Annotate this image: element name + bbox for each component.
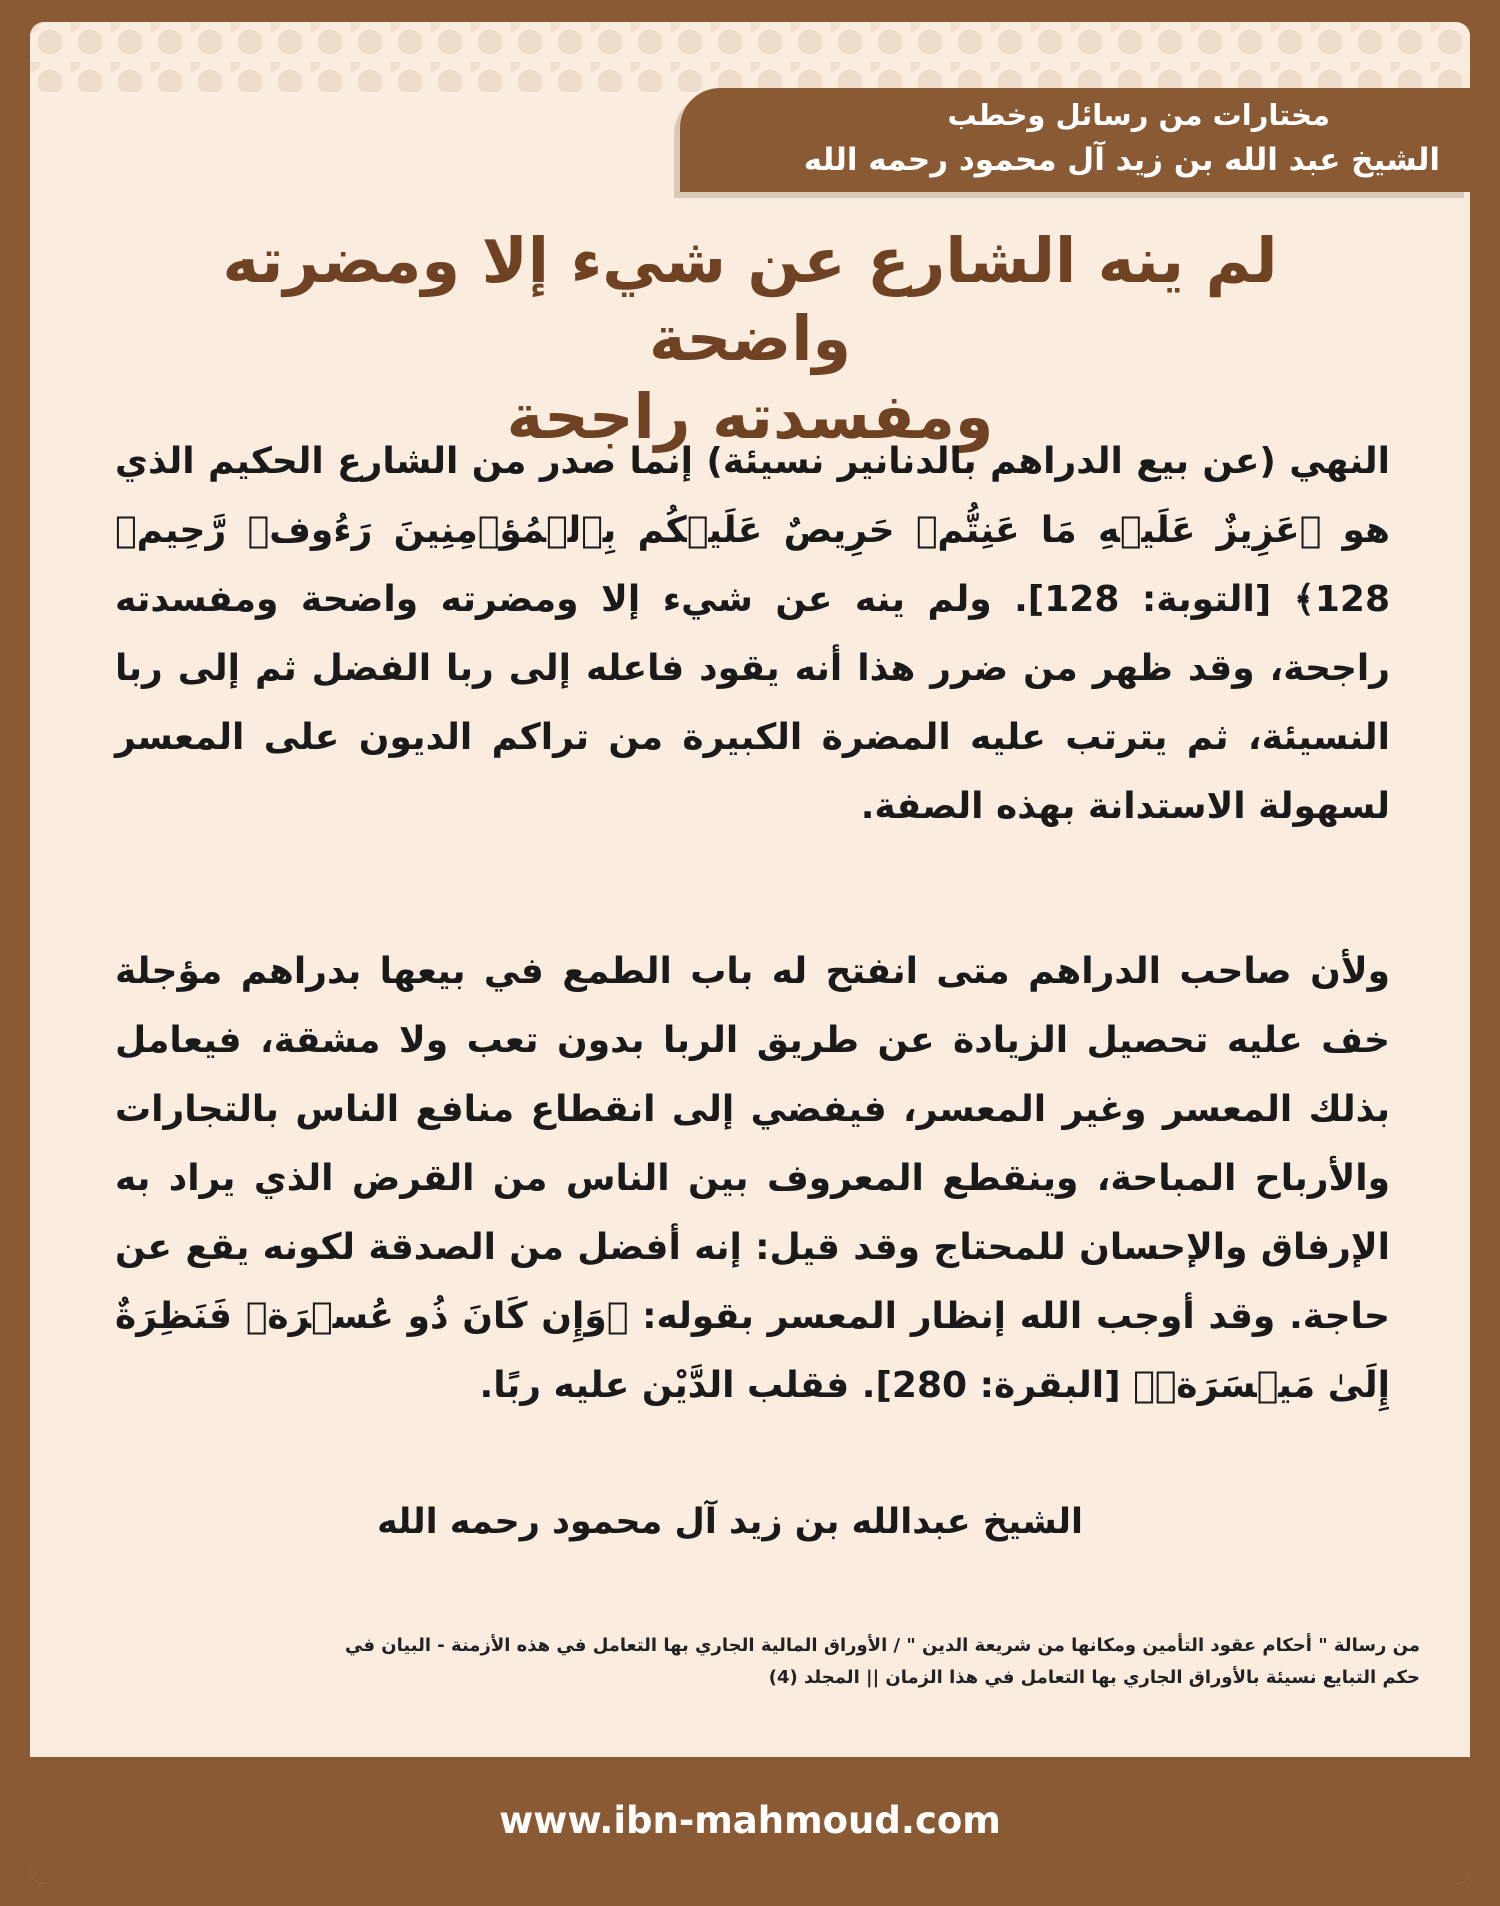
header-line1: مختارات من رسائل وخطب	[947, 98, 1330, 132]
card	[30, 22, 1470, 1884]
page-title	[120, 222, 1380, 456]
source-citation	[120, 1630, 1420, 1694]
title-line1: لم ينه الشارع عن شيء إلا ومضرته واضحة	[222, 224, 1278, 375]
source-line2: حكم التبايع نسيئة بالأوراق الجاري بها التعامل في هذا الزمان || المجلد (4)	[768, 1667, 1420, 1688]
source-line1: من رسالة " أحكام عقود التأمين ومكانها من شريعة الدين " / الأوراق المالية الجاري بها التعامل في هذه الأزمنة - البيان في	[345, 1635, 1420, 1656]
header-ribbon	[680, 88, 1470, 192]
website-link[interactable]: www.ibn-mahmoud.com	[499, 1799, 1001, 1842]
signature: الشيخ عبدالله بن زيد آل محمود رحمه الله	[376, 1502, 1084, 1542]
footer-bar	[30, 1757, 1470, 1884]
header-line2: الشيخ عبد الله بن زيد آل محمود رحمه الله	[803, 142, 1440, 178]
body-paragraph-2: ولأن صاحب الدراهم متى انفتح له باب الطمع في بيعها بدراهم مؤجلة خف عليه تحصيل الزيادة عن طريق الربا بدون تعب ولا مشقة، فيعامل بذلك المعسر وغير المعسر، فيفضي إلى انقطاع منافع الناس بالتجارات والأرباح المباحة، وينقطع المعروف بين الناس من القرض الذي يراد به الإرفاق والإحسان للمحتاج وقد قيل: إنه أفضل من الصدقة لكونه يقع عن حاجة. وقد أوجب الله إنظار المعسر بقوله: ﴿وَإِن كَانَ ذُو عُسۡرَةٖ فَنَظِرَةٌ إِلَىٰ مَيۡسَرَةٖ﴾ [البقرة: 280]. فقلب الدَّيْن عليه ربًا.	[115, 951, 1390, 1406]
title-line2: ومفسدته راجحة	[506, 380, 994, 453]
decorative-pattern	[30, 22, 1470, 92]
body-paragraph-1: النهي (عن بيع الدراهم بالدنانير نسيئة) إنما صدر من الشارع الحكيم الذي هو ﴿عَزِيزٌ عَلَيۡهِ مَا عَنِتُّمۡ حَرِيصٌ عَلَيۡكُم بِٱلۡمُؤۡمِنِينَ رَءُوفٞ رَّحِيمٞ 128﴾ [التوبة: 128]. ولم ينه عن شيء إلا ومضرته واضحة ومفسدته راجحة، وقد ظهر من ضرر هذا أنه يقود فاعله إلى ربا الفضل ثم إلى ربا النسيئة، ثم يترتب عليه المضرة الكبيرة من تراكم الديون على المعسر لسهولة الاستدانة بهذه الصفة.	[115, 441, 1390, 827]
